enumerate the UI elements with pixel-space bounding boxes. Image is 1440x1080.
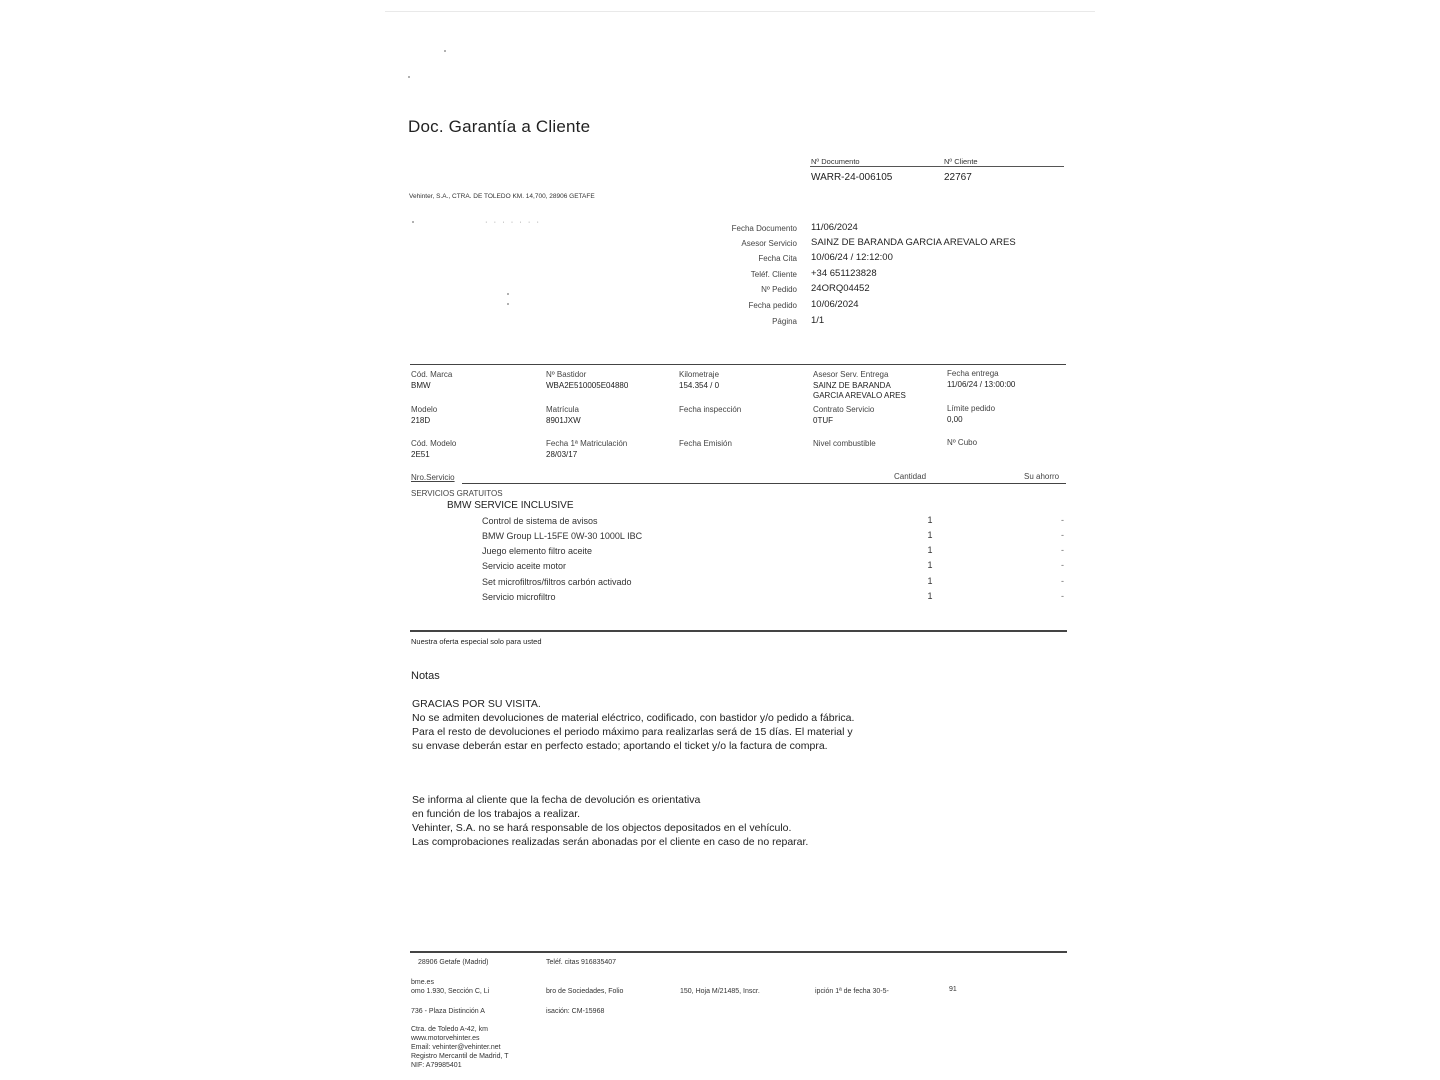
- service-savings: -: [1061, 515, 1064, 525]
- scan-speck: [507, 293, 509, 295]
- service-savings: -: [1061, 530, 1064, 540]
- scan-noise: · · · · · · ·: [485, 217, 541, 226]
- footer-contact: Registro Mercantil de Madrid, T: [411, 1053, 509, 1060]
- services-group: SERVICIOS GRATUITOS: [411, 489, 503, 498]
- company-address: Vehinter, S.A., CTRA. DE TOLEDO KM. 14,700, 28906 GETAFE: [409, 193, 595, 200]
- scan-speck: [507, 303, 509, 305]
- notes-line: GRACIAS POR SU VISITA.: [412, 698, 541, 710]
- modelo-label: Modelo: [411, 405, 438, 414]
- services-package: BMW SERVICE INCLUSIVE: [447, 500, 574, 511]
- fecha-inspeccion-label: Fecha inspección: [679, 405, 742, 414]
- services-header-rule: [462, 483, 1066, 484]
- km: 154.354 / 0: [679, 381, 720, 390]
- service-savings: -: [1061, 591, 1064, 601]
- meta-label: Asesor Servicio: [741, 239, 797, 248]
- footer-address: 28906 Getafe (Madrid): [418, 959, 489, 966]
- service-savings: -: [1061, 560, 1064, 570]
- cubo-label: Nº Cubo: [947, 438, 978, 447]
- notes-line: Para el resto de devoluciones el periodo máximo para realizarlas será de 15 días. El material y: [412, 726, 853, 738]
- meta-value: +34 651123828: [811, 268, 877, 279]
- meta-label: Página: [772, 317, 797, 326]
- meta-label: Nº Pedido: [761, 285, 797, 294]
- notes-line: su envase deberán estar en perfecto estado; aportando el ticket y/o la factura de compra.: [412, 740, 828, 752]
- cod-modelo: 2E51: [411, 450, 430, 459]
- footer-phone: Teléf. citas 916835407: [546, 959, 617, 966]
- footer-rule: [410, 951, 1067, 953]
- fecha-emision-label: Fecha Emisión: [679, 439, 732, 448]
- service-qty: 1: [927, 545, 933, 555]
- limite: 0,00: [947, 415, 963, 424]
- meta-label: Teléf. Cliente: [750, 270, 797, 279]
- meta-label: Fecha Cita: [758, 254, 797, 263]
- service-savings: -: [1061, 545, 1064, 555]
- meta-value: 24ORQ04452: [811, 283, 870, 294]
- footer-reg: 736 - Plaza Distinción A: [411, 1008, 485, 1015]
- asesor-entrega-1: SAINZ DE BARANDA: [813, 381, 891, 390]
- meta-label: Fecha Documento: [731, 224, 797, 233]
- footer-reg: omo 1.930, Sección C, Li: [411, 988, 490, 995]
- footer-contact: www.motorvehinter.es: [411, 1035, 480, 1042]
- notes-line: en función de los trabajos a realizar.: [412, 808, 581, 820]
- footer-reg: bro de Sociedades, Folio: [546, 988, 624, 995]
- cod-modelo-label: Cód. Modelo: [411, 439, 457, 448]
- scan-speck: [408, 76, 410, 78]
- header-rule: [810, 166, 1064, 167]
- fecha-entrega-label: Fecha entrega: [947, 369, 999, 378]
- client-number: 22767: [944, 172, 972, 183]
- document-title: Doc. Garantía a Cliente: [408, 117, 591, 136]
- asesor-entrega-2: GARCIA AREVALO ARES: [813, 391, 906, 400]
- service-name: Set microfiltros/filtros carbón activado: [482, 577, 632, 587]
- scan-top-edge: [385, 11, 1095, 12]
- fecha-matric: 28/03/17: [546, 450, 578, 459]
- service-qty: 1: [927, 576, 933, 586]
- asesor-entrega-label: Asesor Serv. Entrega: [813, 370, 889, 379]
- service-name: Servicio microfiltro: [482, 592, 556, 602]
- notes-line: Las comprobaciones realizadas serán abonadas por el cliente en caso de no reparar.: [412, 836, 809, 848]
- service-savings: -: [1061, 576, 1064, 586]
- meta-value: 11/06/2024: [811, 222, 858, 233]
- savings-header: Su ahorro: [1024, 472, 1060, 481]
- service-name: Juego elemento filtro aceite: [482, 546, 593, 556]
- fecha-matric-label: Fecha 1ª Matriculación: [546, 439, 628, 448]
- doc-number-label: Nº Documento: [811, 157, 860, 166]
- contrato: 0TUF: [813, 416, 833, 425]
- limite-label: Límite pedido: [947, 404, 996, 413]
- meta-value: 1/1: [811, 315, 825, 326]
- matricula: 8901JXW: [546, 416, 581, 425]
- cod-marca: BMW: [411, 381, 431, 390]
- meta-value: 10/06/24 / 12:12:00: [811, 252, 893, 263]
- notes-line: Vehinter, S.A. no se hará responsable de los objectos depositados en el vehículo.: [412, 822, 792, 834]
- quantity-header: Cantidad: [894, 472, 927, 481]
- notes-line: Se informa al cliente que la fecha de devolución es orientativa: [412, 794, 701, 806]
- special-offer: Nuestra oferta especial solo para usted: [411, 637, 542, 646]
- matricula-label: Matrícula: [546, 405, 579, 414]
- modelo: 218D: [411, 416, 431, 425]
- fecha-entrega: 11/06/24 / 13:00:00: [947, 380, 1016, 389]
- footer-reg: ipción 1ª de fecha 30-5-: [815, 988, 889, 995]
- service-qty: 1: [927, 530, 933, 540]
- scan-speck: [412, 221, 414, 223]
- contrato-label: Contrato Servicio: [813, 405, 875, 414]
- notes-heading: Notas: [411, 670, 440, 682]
- combustible-label: Nivel combustible: [813, 439, 876, 448]
- km-label: Kilometraje: [679, 370, 720, 379]
- service-qty: 1: [927, 591, 933, 601]
- footer-reg: bme.es: [411, 979, 434, 986]
- bastidor-label: Nº Bastidor: [546, 370, 587, 379]
- client-number-label: Nº Cliente: [944, 157, 978, 166]
- scan-speck: [444, 50, 446, 52]
- footer-reg: isación: CM-15968: [546, 1008, 605, 1015]
- footer-contact: NIF: A79985401: [411, 1062, 462, 1069]
- notes-line: No se admiten devoluciones de material eléctrico, codificado, con bastidor y/o pedido a fábrica.: [412, 712, 855, 724]
- meta-value: SAINZ DE BARANDA GARCIA AREVALO ARES: [811, 237, 1016, 248]
- services-bottom-rule: [410, 630, 1067, 632]
- footer-reg: 91: [949, 986, 957, 993]
- service-name: Servicio aceite motor: [482, 561, 567, 571]
- doc-number: WARR-24-006105: [811, 172, 893, 183]
- service-name: Control de sistema de avisos: [482, 516, 598, 526]
- cod-marca-label: Cód. Marca: [411, 370, 453, 379]
- vehicle-top-rule: [410, 364, 1066, 365]
- footer-contact: Email: vehinter@vehinter.net: [411, 1044, 501, 1051]
- footer-contact: Ctra. de Toledo A-42, km: [411, 1026, 488, 1033]
- service-qty: 1: [927, 515, 933, 525]
- meta-label: Fecha pedido: [748, 301, 797, 310]
- service-name: BMW Group LL-15FE 0W-30 1000L IBC: [482, 531, 643, 541]
- service-qty: 1: [927, 560, 933, 570]
- meta-value: 10/06/2024: [811, 299, 859, 310]
- bastidor: WBA2E510005E04880: [546, 381, 629, 390]
- footer-reg: 150, Hoja M/21485, Inscr.: [680, 988, 760, 995]
- services-header-label: Nro.Servicio: [411, 473, 455, 482]
